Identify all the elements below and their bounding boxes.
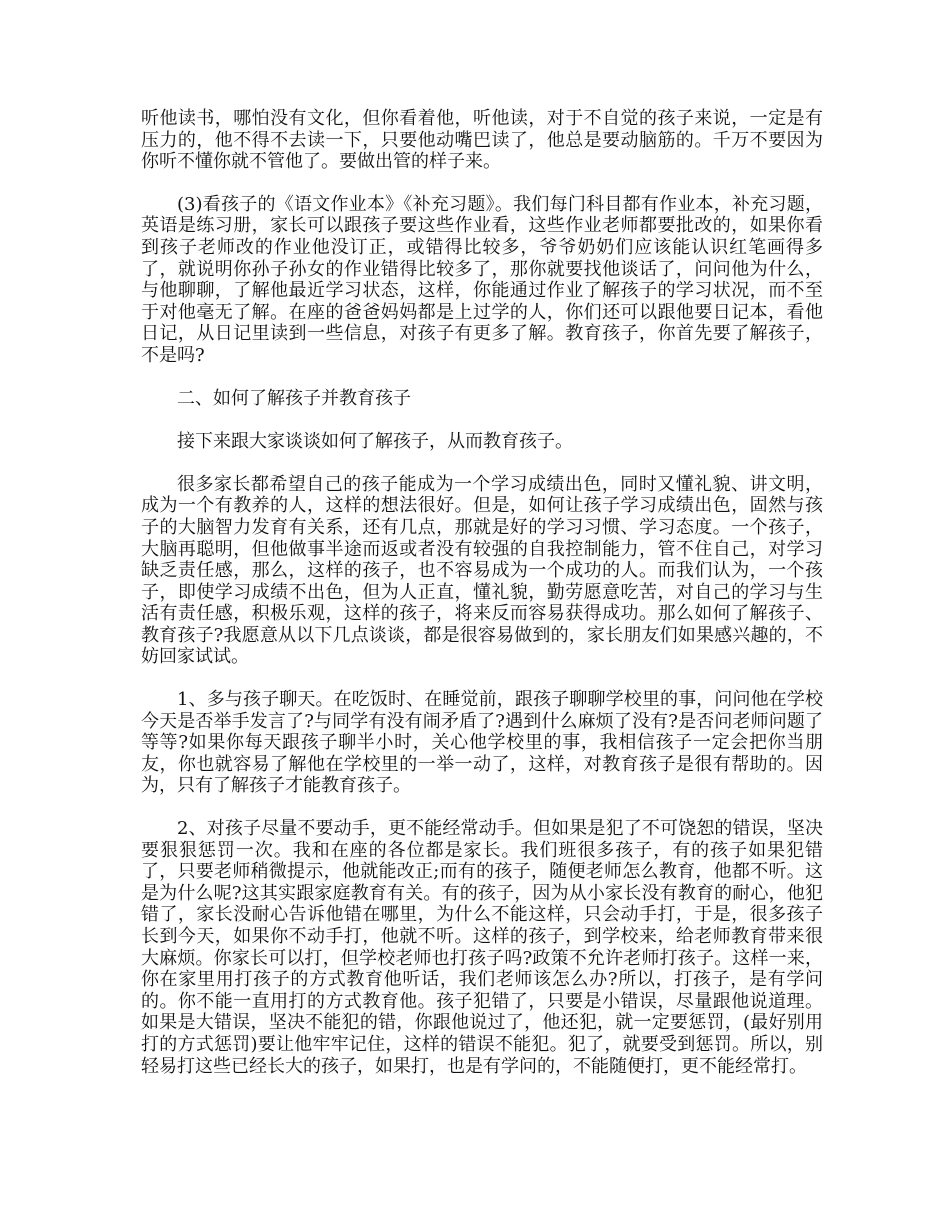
paragraph-point-2: 2、对孩子尽量不要动手，更不能经常动手。但如果是犯了不可饶恕的错误，坚决要狠狠惩罚一次。我和在座的各位都是家长。我们班很多孩子，有的孩子如果犯错了，只要老师稍微提示，他就能改正;而有的孩子，随便老师怎么教育，他都不听。这是为什么呢?这其实跟家庭教育有关。有的孩子，因为从小家长没有教育的耐心，他犯错了，家长没耐心告诉他错在哪里，为什么不能这样，只会动手打，于是，很多孩子长到今天，如果你不动手打，他就不听。这样的孩子，到学校来，给老师教育带来很大麻烦。你家长可以打，但学校老师也打孩子吗?政策不允许老师打孩子。这样一来，你在家里用打孩子的方式教育他听话，我们老师该怎么办?所以，打孩子，是有学问的。你不能一直用打的方式教育他。孩子犯错了，只要是小错误，尽量跟他说道理。如果是大错误，坚决不能犯的错，你跟他说过了，他还犯，就一定要惩罚，(最好别用打的方式惩罚)要让他牢牢记住，这样的错误不能犯。犯了，就要受到惩罚。所以，别轻易打这些已经长大的孩子，如果打，也是有学问的，不能随便打，更不能经常打。 — [141, 818, 823, 1077]
paragraph-intro: 接下来跟大家谈谈如何了解孩子，从而教育孩子。 — [177, 431, 573, 453]
section-heading: 二、如何了解孩子并教育孩子 — [177, 387, 411, 409]
paragraph-parents-hopes: 很多家长都希望自己的孩子能成为一个学习成绩出色，同时又懂礼貌、讲文明，成为一个有教养的人，这样的想法很好。但是，如何让孩子学习成绩出色，固然与孩子的大脑智力发育有关系，还有几点，那就是好的学习习惯、学习态度。一个孩子，大脑再聪明，但他做事半途而返或者没有较强的自我控制能力，管不住自己，对学习缺乏责任感，那么，这样的孩子，也不容易成为一个成功的人。而我们认为，一个孩子，即使学习成绩不出色，但为人正直，懂礼貌，勤劳愿意吃苦，对自己的学习与生活有责任感，积极乐观，这样的孩子，将来反而容易获得成功。那么如何了解孩子、教育孩子?我愿意从以下几点谈谈，都是很容易做到的，家长朋友们如果感兴趣的，不妨回家试试。 — [141, 473, 823, 668]
document-page — [141, 108, 823, 1098]
paragraph-point-1: 1、多与孩子聊天。在吃饭时、在睡觉前，跟孩子聊聊学校里的事，问问他在学校今天是否举手发言了?与同学有没有闹矛盾了?遇到什么麻烦了没有?是否问老师问题了等等?如果你每天跟孩子聊半小时，关心他学校里的事，我相信孩子一定会把你当朋友，你也就容易了解他在学校里的一举一动了，这样，对教育孩子是很有帮助的。因为，只有了解孩子才能教育孩子。 — [141, 689, 823, 797]
paragraph-homework-books: (3)看孩子的《语文作业本》《补充习题》。我们每门科目都有作业本，补充习题，英语是练习册，家长可以跟孩子要这些作业看，这些作业老师都要批改的，如果你看到孩子老师改的作业他没订正，或错得比较多，爷爷奶奶们应该能认识红笔画得多了，就说明你孙子孙女的作业错得比较多了，那你就要找他谈话了，问问他为什么，与他聊聊，了解他最近学习状态，这样，你能通过作业了解孩子的学习状况，而不至于对他毫无了解。在座的爸爸妈妈都是上过学的人，你们还可以跟他要日记本，看他日记，从日记里读到一些信息，对孩子有更多了解。教育孩子，你首先要了解孩子，不是吗? — [141, 193, 823, 366]
paragraph-continuation: 听他读书，哪怕没有文化，但你看着他，听他读，对于不自觉的孩子来说，一定是有压力的，他不得不去读一下，只要他动嘴巴读了，他总是要动脑筋的。千万不要因为你听不懂你就不管他了。要做出管的样子来。 — [141, 108, 823, 173]
